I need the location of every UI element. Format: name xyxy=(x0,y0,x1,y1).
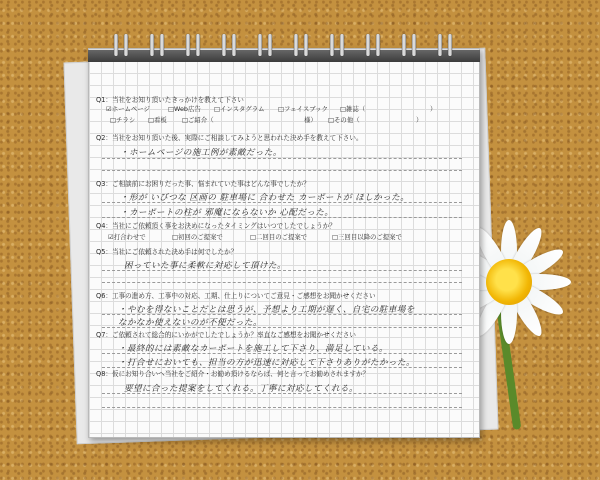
daisy-center xyxy=(486,259,532,305)
option-magazine: □雑誌（ xyxy=(340,105,366,113)
question-3: Q3：ご相談前にお困りだった事、悩まれていた事はどんな事でしたか？ xyxy=(96,180,310,188)
question-2: Q2：当社をお知り頂いた後、実際にご相談してみようと思われた決め手を教えて下さい。 xyxy=(96,134,363,142)
option-facebook: □フェイスブック xyxy=(278,105,328,113)
option-at-meeting: ☑打合わせで xyxy=(108,233,146,241)
answer-3-line2: ・カーポートの柱が 邪魔にならないか 心配だった。 xyxy=(120,208,334,218)
answer-line xyxy=(102,327,462,328)
answer-7-line1: ・最終的には素敵なカーポートを施工して下さり、満足している。 xyxy=(118,344,389,354)
answer-5: 困っていた事に柔軟に対応して頂けた。 xyxy=(124,261,287,271)
answer-line xyxy=(102,158,462,159)
answer-8: 要望に合った提案をしてくれる。丁寧に対応してくれる。 xyxy=(124,384,359,394)
answer-line xyxy=(102,282,462,283)
question-8: Q8：仮にお知り合いへ当社をご紹介・お勧め頂けるならば、何と言ってお勧めされますか？ xyxy=(96,370,370,378)
question-7: Q7：ご依頼されて総合的にいかがでしたでしょうか？率直なご感想をお聞かせください xyxy=(96,331,356,339)
option-web-ad: □Web広告 xyxy=(168,105,201,113)
answer-line xyxy=(102,170,462,171)
option-other-close: ） xyxy=(416,116,423,124)
question-1: Q1：当社をお知り頂いたきっかけを教えて下さい xyxy=(96,96,244,104)
option-flyer: □チラシ xyxy=(110,116,136,124)
question-6: Q6：工事の進め方、工事中の対応、工期、仕上りについてご意見・ご感想をお聞かせください xyxy=(96,292,376,300)
spiral-binding xyxy=(88,40,480,62)
option-other: □その他（ xyxy=(328,116,360,124)
answer-line xyxy=(102,353,462,354)
option-homepage: ☑ホームページ xyxy=(106,105,150,113)
option-second-proposal: □二回目のご提案で xyxy=(250,233,308,241)
answer-line xyxy=(102,270,462,271)
option-third-proposal: □三回目以降のご提案で xyxy=(332,233,402,241)
answer-7-line2: ・打合せにおいても、担当の方が迅速に対応して下さりありがたかった。 xyxy=(118,358,416,368)
question-4: Q4：当社にご依頼頂く事をお決めになったタイミングはいつでしたでしょうか？ xyxy=(96,222,336,230)
option-referral-close: 様） xyxy=(304,116,317,124)
answer-6-line2: なかなか使えないのが不便だった。 xyxy=(118,318,263,328)
answer-line xyxy=(102,407,462,408)
answer-line xyxy=(102,393,462,394)
answer-line xyxy=(102,314,462,315)
option-magazine-close: ） xyxy=(430,105,437,113)
option-referral: □ご紹介（ xyxy=(182,116,214,124)
answer-3-line1: ・形が いびつな 区画の 駐車場に 合わせた カーポートが ほしかった。 xyxy=(120,193,410,203)
question-5: Q5：当社にご依頼された決め手は何でしたか？ xyxy=(96,248,238,256)
answer-line xyxy=(102,202,462,203)
answer-6-line1: ・やむを得ないことだとは思うが、予想より工期が遅く、自宅の駐車場を xyxy=(118,305,415,315)
option-first-proposal: □初回のご提案で xyxy=(172,233,223,241)
option-instagram: □インスタグラム xyxy=(214,105,265,113)
option-signboard: □看板 xyxy=(148,116,167,124)
answer-2: ・ホームページの施工例が素敵だった。 xyxy=(120,148,282,158)
answer-line xyxy=(102,217,462,218)
